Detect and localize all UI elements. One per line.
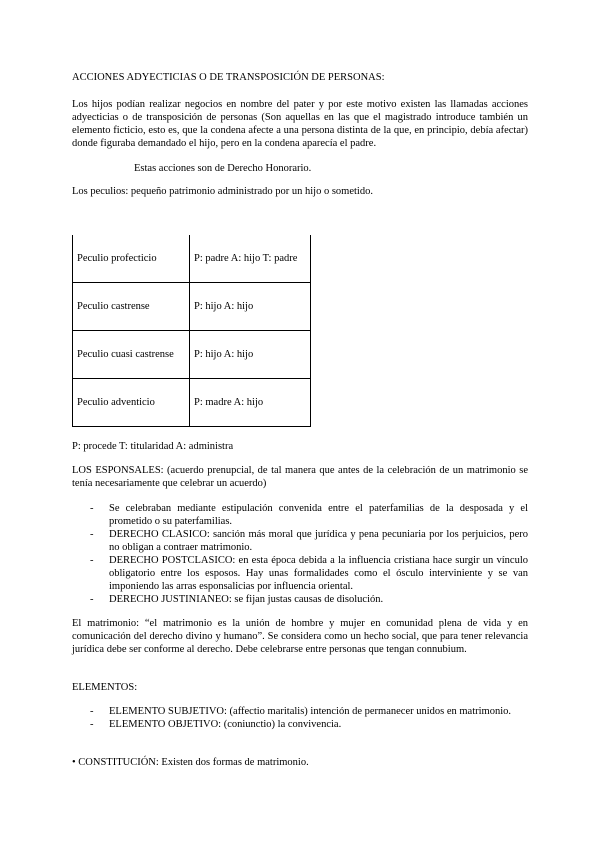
table-cell-tipo: Peculio castrense <box>73 283 190 331</box>
list-item <box>72 554 528 593</box>
list-item-text: DERECHO JUSTINIANEO: se fijan justas causas de disolución. <box>109 594 384 605</box>
esponsales-list <box>72 502 528 606</box>
honorario-note: Estas acciones son de Derecho Honorario. <box>134 163 312 174</box>
elementos-heading: ELEMENTOS: <box>72 682 138 693</box>
table-cell-tipo: Peculio adventicio <box>73 379 190 427</box>
list-item <box>72 718 528 731</box>
elementos-list <box>72 705 528 731</box>
table-cell-tipo: Peculio cuasi castrense <box>73 331 190 379</box>
constitucion-line: • CONSTITUCIÓN: Existen dos formas de matrimonio. <box>72 757 309 768</box>
table-cell-tipo: Peculio profecticio <box>73 235 190 283</box>
list-item <box>72 593 528 606</box>
table-cell-detalle: P: hijo A: hijo <box>190 283 311 331</box>
list-item-text: ELEMENTO SUBJETIVO: (affectio maritalis) intención de permanecer unidos en matrimonio. <box>109 706 512 717</box>
dash-marker: - <box>90 719 94 730</box>
dash-marker: - <box>90 503 94 514</box>
list-item <box>72 528 528 554</box>
table-row <box>73 331 311 379</box>
list-item-text: Se celebraban mediante estipulación convenida entre el paterfamilias de la desposada y el prometido o su paterfamilias. <box>109 503 528 527</box>
list-item-text: DERECHO POSTCLASICO: en esta época debida a la influencia cristiana hace surgir un vínculo obligatorio entre los esposos. Hay unas formalidades como el ósculo interviniente y se van imponiendo las arras esponsalicias por influencia oriental. <box>109 555 528 592</box>
matrimonio-paragraph: El matrimonio: “el matrimonio es la unión de hombre y mujer en comunidad plena de vida y en comunicación del derecho divino y humano”. Se considera como un hecho social, que para tener relevancia jurídica debe ser conforme al derecho. Debe celebrarse entre personas que tengan connubium. <box>72 618 528 655</box>
peculios-definition: Los peculios: pequeño patrimonio administrado por un hijo o sometido. <box>72 186 373 197</box>
list-item-text: DERECHO CLASICO: sanción más moral que jurídica y pena pecuniaria por los perjuicios, pero no obligan a contraer matrimonio. <box>109 529 528 553</box>
list-item-text: ELEMENTO OBJETIVO: (coniunctio) la convivencia. <box>109 719 342 730</box>
dash-marker: - <box>90 529 94 540</box>
table-row <box>73 283 311 331</box>
table-cell-detalle: P: hijo A: hijo <box>190 331 311 379</box>
table-cell-detalle: P: madre A: hijo <box>190 379 311 427</box>
table-legend: P: procede T: titularidad A: administra <box>72 441 234 452</box>
peculios-table <box>72 235 311 427</box>
dash-marker: - <box>90 594 94 605</box>
esponsales-paragraph: LOS ESPONSALES: (acuerdo prenupcial, de tal manera que antes de la celebración de un matrimonio se tenía necesariamente que celebrar un acuerdo) <box>72 465 528 489</box>
dash-marker: - <box>90 706 94 717</box>
list-item <box>72 502 528 528</box>
section-heading: ACCIONES ADYECTICIAS O DE TRANSPOSICIÓN DE PERSONAS: <box>72 72 385 83</box>
table-row <box>73 235 311 283</box>
intro-paragraph: Los hijos podían realizar negocios en nombre del pater y por este motivo existen las llamadas acciones adyecticias o de transposición de personas (Son aquellas en las que el magistrado introduce también un elemento ficticio, esto es, que la condena afecte a una persona distinta de la que, en principio, debía afectar) donde figuraba demandado el hijo, pero en la condena aparecía el padre. <box>72 99 528 149</box>
dash-marker: - <box>90 555 94 566</box>
table-cell-detalle: P: padre A: hijo T: padre <box>190 235 311 283</box>
list-item <box>72 705 528 718</box>
table-row <box>73 379 311 427</box>
